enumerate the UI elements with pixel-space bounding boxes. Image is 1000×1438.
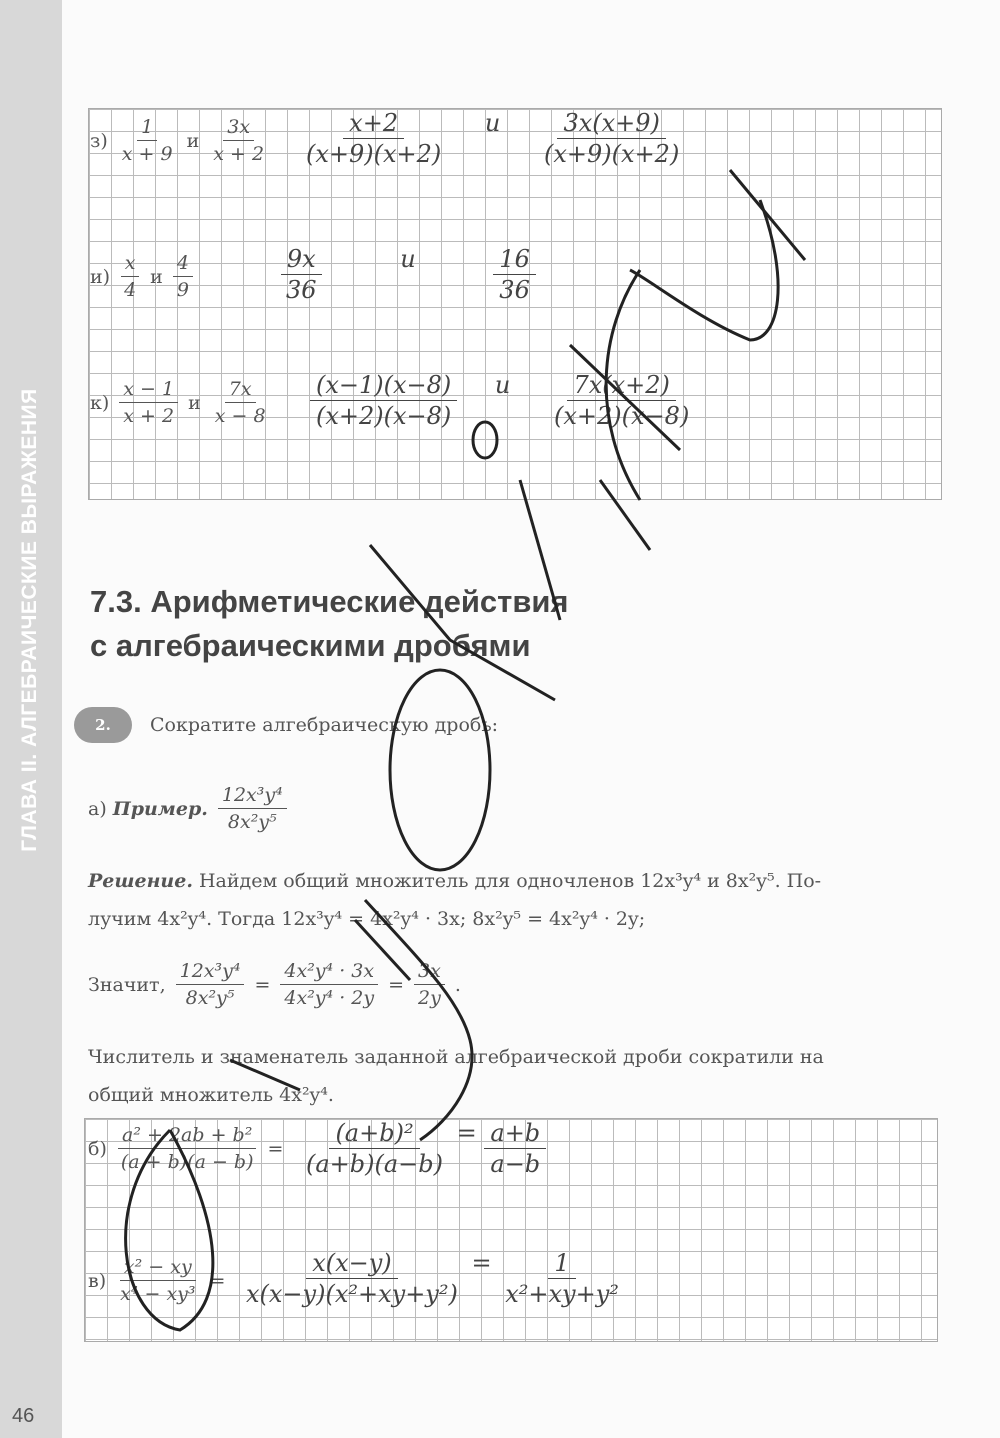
solution-line-2: лучим 4x²y⁴. Тогда 12x³y⁴ = 4x²y⁴ · 3x; 8x²y⁵ = 4x²y⁴ · 2y; [88,908,646,930]
fraction: $\frac{\text{12x³y⁴}}{\text{8x²y⁵}}$ [218,782,287,835]
fraction: $\frac{4}{9}$ [173,250,193,303]
handwritten-answer: $\frac{(x-1)(x-8)}{(x+2)(x-8)}$ и $\frac{7x(x+2)}{(x+2)(x-8)}$ [310,370,695,431]
conj: и [188,391,201,414]
task-prompt: Сократите алгебраическую дробь: [150,714,499,736]
section-title: 7.3. Арифметические действия с алгебраическими дробями [90,584,569,663]
handwritten-answer: $\frac{9x}{36}$ и $\frac{16}{36}$ [280,244,536,305]
page-number: 46 [12,1405,35,1427]
fraction: $\frac{3x}{x + 2}$ [213,116,265,165]
item-label: и) [90,265,111,288]
example: а) Пример. $\frac{\text{12x³y⁴}}{\text{8x²y⁵}}$ [88,782,291,835]
exercise-k [90,376,274,429]
handwritten-answer: $\frac{\text{(a+b)²}}{(a+b)(a-b)}$ = $\frac{a+b}{a-b}$ [300,1118,546,1179]
handwritten-answer: $\frac{x+2}{(x+9)(x+2)}$ и $\frac{3x(x+9)}{(x+9)(x+2)}$ [306,109,680,168]
handwritten-answer: $\frac{x(x-y)}{\text{x(x−y)(x²+xy+y²)}}$ = $\frac{1}{\text{x²+xy+y²}}$ [246,1249,619,1308]
chapter-sidebar [0,0,62,1438]
exercise-z [90,114,272,167]
fraction: $\frac{x - 1}{x + 2}$ [119,376,178,429]
solution-equation: Значит, $\frac{\text{12x³y⁴}}{\text{8x²y⁵}}$ = $\frac{\text{4x²y⁴ · 3x}}{\text{4x²y⁴ · 2y}}$ = $\frac{3x}{2y}$ . [88,960,461,1009]
task-number-badge: 2. [74,707,132,743]
fraction: $\frac{1}{x + 9}$ [121,116,173,165]
conclusion-line-1: Числитель и знаменатель заданной алгебраической дроби сократили на [88,1046,824,1068]
conj: и [150,265,163,288]
exercise-v: в) $\frac{\text{x² − xy}}{\text{x⁴ − xy³}}$ = [88,1256,226,1305]
fraction: $\frac{7x}{x - 8}$ [214,378,266,427]
exercise-b: б) $\frac{\text{a² + 2ab + b²}}{(a + b)(a - b)}$ = [88,1124,284,1173]
item-label: к) [90,391,110,414]
fraction: $\frac{x}{4}$ [120,250,140,303]
conj: и [186,129,200,152]
exercise-i [90,250,197,303]
item-label: з) [90,129,108,152]
chapter-title: ГЛАВА II. АЛГЕБРАИЧЕСКИЕ ВЫРАЖЕНИЯ [18,388,41,852]
conclusion-line-2: общий множитель 4x²y⁴. [88,1084,334,1106]
solution-line-1: Решение. Найдем общий множитель для одночленов 12x³y⁴ и 8x²y⁵. По- [88,870,822,892]
